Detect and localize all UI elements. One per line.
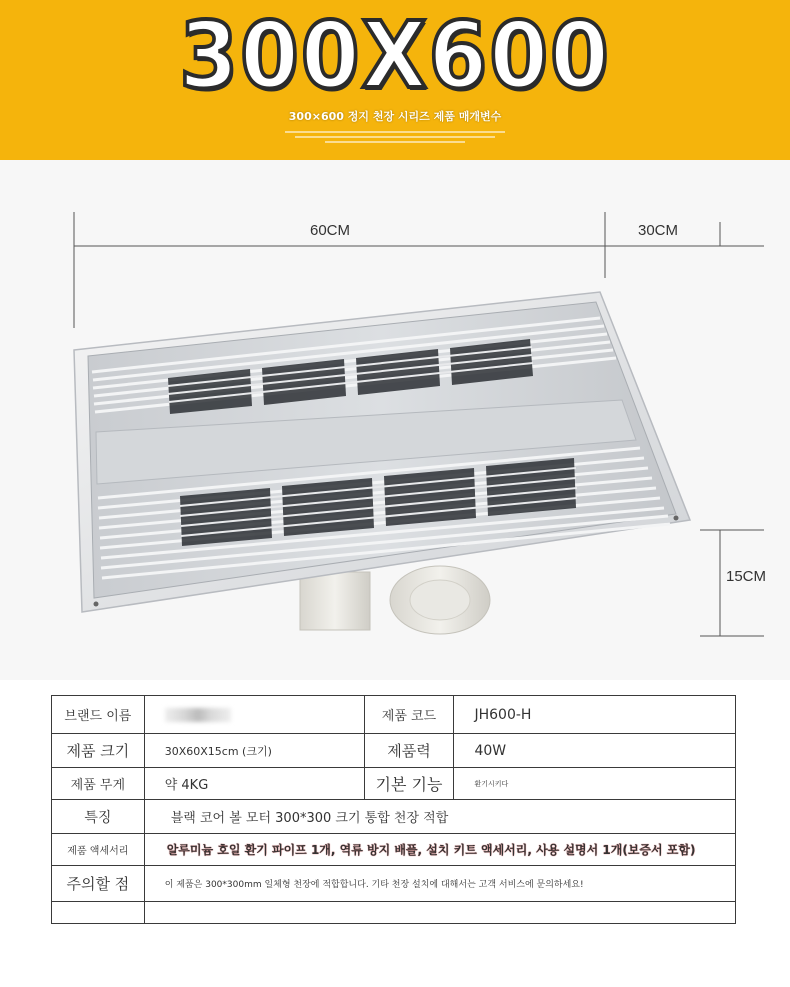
brand-label: 브랜드 이름 — [52, 696, 145, 734]
code-label: 제품 코드 — [364, 696, 454, 734]
weight-label: 제품 무게 — [52, 768, 145, 800]
accessory-value: 알루미늄 호일 환기 파이프 1개, 역류 방지 배플, 설치 키트 액세서리, 사용 설명서 1개(보증서 포함) — [144, 834, 735, 866]
feature-value: 블랙 코어 볼 모터 300*300 크기 통합 천장 적합 — [144, 800, 735, 834]
brand-value-cell — [144, 696, 364, 734]
feature-label: 특징 — [52, 800, 145, 834]
table-row — [52, 834, 736, 866]
size-value: 30X60X15cm (크기) — [144, 734, 364, 768]
weight-value: 약 4KG — [144, 768, 364, 800]
table-row — [52, 768, 736, 800]
table-row — [52, 866, 736, 902]
depth-dimension-label: 30CM — [638, 222, 679, 239]
table-row — [52, 734, 736, 768]
notice-value: 이 제품은 300*300mm 일체형 천장에 적합합니다. 기타 천장 설치에 대해서는 고객 서비스에 문의하세요! — [144, 866, 735, 902]
power-label: 제품력 — [364, 734, 454, 768]
height-dimension-label: 15CM — [726, 568, 767, 585]
banner-subtitle: 300×600 정지 천장 시리즈 제품 매개변수 — [288, 110, 502, 123]
vent-pipe — [300, 566, 490, 634]
spec-table — [51, 695, 736, 924]
table-row — [52, 800, 736, 834]
function-label: 기본 기능 — [364, 768, 454, 800]
notice-label: 주의할 점 — [52, 866, 145, 902]
blurred-brand-logo — [165, 708, 231, 722]
accessory-label: 제품 액세서리 — [52, 834, 145, 866]
table-row — [52, 902, 736, 924]
power-value: 40W — [454, 734, 736, 768]
banner-title: 300X600 — [179, 2, 611, 109]
width-dimension-label: 60CM — [310, 222, 351, 239]
code-value: JH600-H — [454, 696, 736, 734]
table-row — [52, 696, 736, 734]
empty-cell — [52, 902, 145, 924]
function-value: 환기시키다 — [454, 768, 736, 800]
empty-cell — [144, 902, 735, 924]
size-label: 제품 크기 — [52, 734, 145, 768]
